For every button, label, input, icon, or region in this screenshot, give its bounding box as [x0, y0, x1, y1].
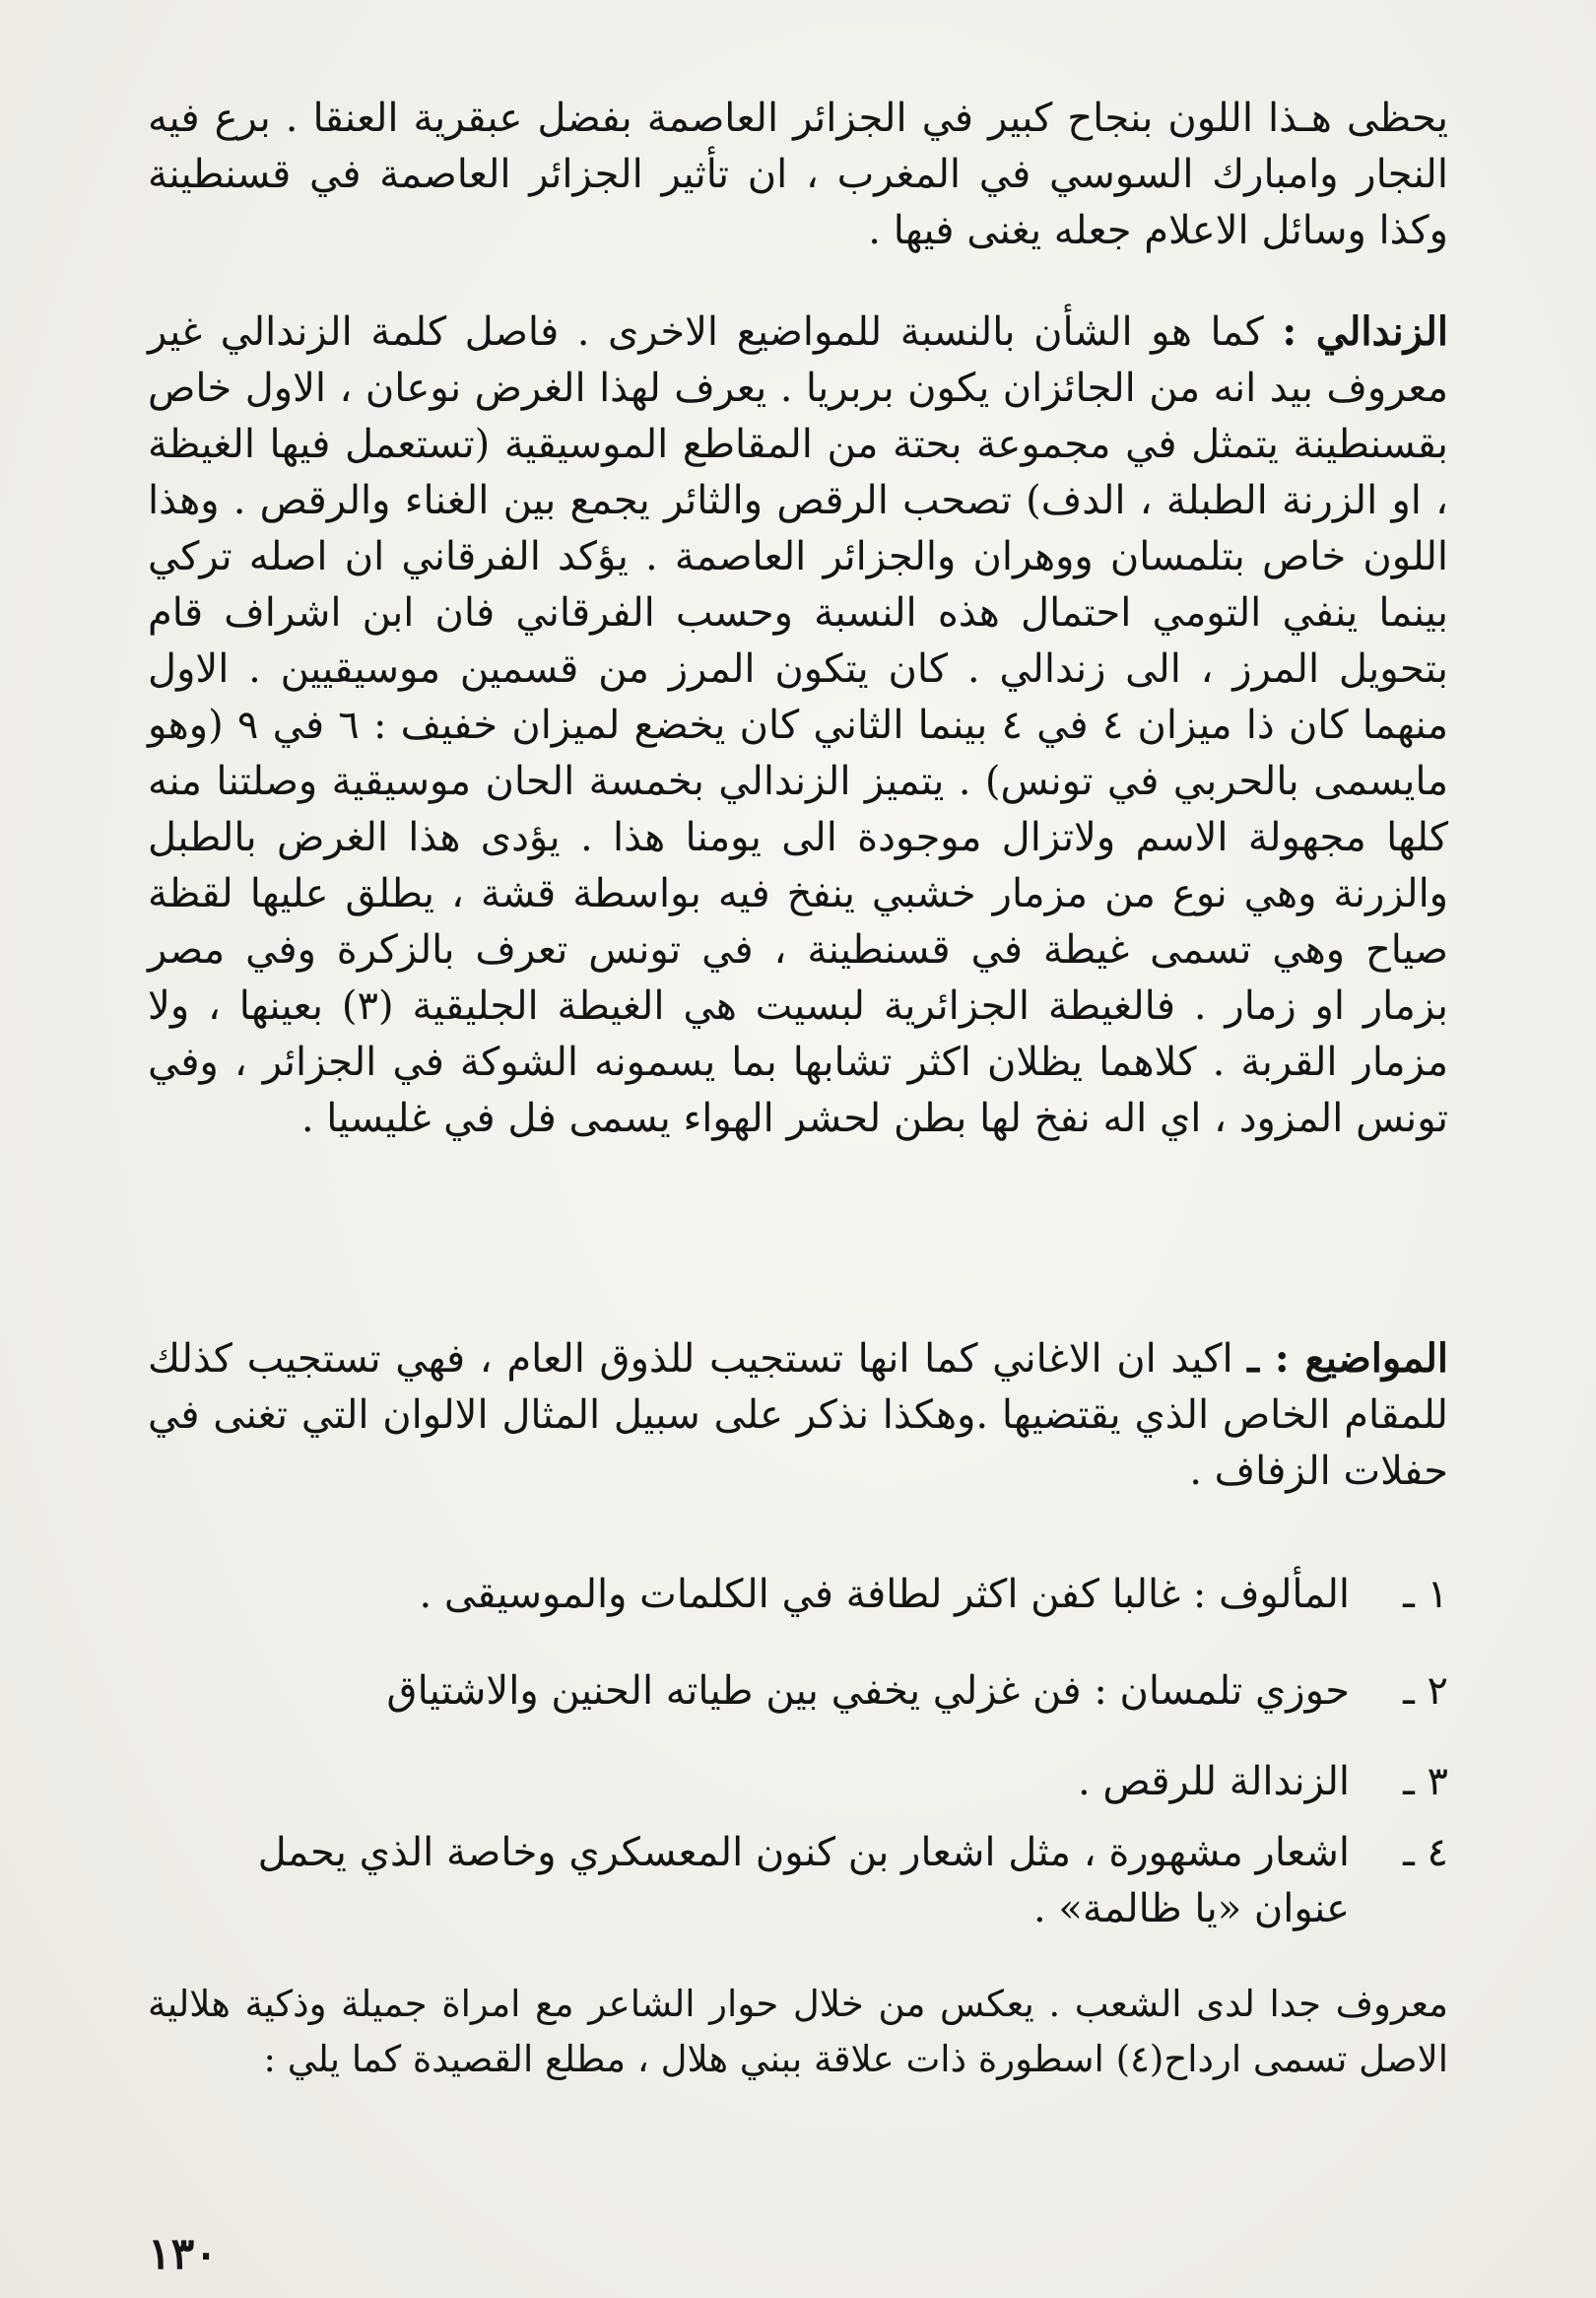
closing-paragraph: [148, 1977, 1448, 2087]
intro-text: يحظى هـذا اللون بنجاح كبير في الجزائر العاصمة بفضل عبقرية العنقا . برع فيه النجار وامبارك السوسي في المغرب ، ان تأثير الجزائر العاصمة في قسنطينة وكذا وسائل الاعلام جعله يغنى فيها .: [148, 96, 1448, 253]
mawadi-body: اكيد ان الاغاني كما انها تستجيب للذوق العام ، فهي تستجيب كذلك للمقام الخاص الذي يقتضيها .وهكذا نذكر على سبيل المثال الالوان التي تغنى في حفلات الزفاف .: [148, 1336, 1448, 1494]
mawadi-paragraph: [148, 1330, 1448, 1500]
list-item: [217, 1663, 1448, 1720]
list-head: حوزي تلمسان :: [1094, 1668, 1350, 1714]
intro-paragraph: [148, 91, 1448, 259]
list-text: للرقص .: [1077, 1759, 1218, 1804]
list-item: [217, 1825, 1448, 1937]
list-text: فن غزلي يخفي بين طياته الحنين والاشتياق: [386, 1668, 1082, 1714]
list-head: الزندالة: [1229, 1759, 1350, 1804]
mawadi-heading: المواضيع : ـ: [1247, 1335, 1448, 1382]
list-number: ١ ـ: [1403, 1572, 1448, 1617]
closing-text: معروف جدا لدى الشعب . يعكس من خلال حوار الشاعر مع امراة جميلة وذكية هلالية الاصل تسمى ارداح(٤) اسطورة ذات علاقة ببني هلال ، مطلع القصيدة كما يلي :: [148, 1983, 1448, 2080]
list-head: المألوف :: [1192, 1572, 1350, 1617]
list-item: [217, 1754, 1448, 1810]
zendali-body: كما هو الشأن بالنسبة للمواضيع الاخرى . فاصل كلمة الزندالي غير معروف بيد انه من الجائزان يكون بربريا . يعرف لهذا الغرض نوعان ، الاول خاص بقسنطينة يتمثل في مجموعة بحتة من المقاطع الموسيقية (تستعمل فيها الغيظة ، او الزرنة الطبلة ، الدف) تصحب الرقص والثائر يجمع بين الغناء والرقص . وهذا اللون خاص بتلمسان ووهران والجزائر العاصمة . يؤكد الفرقاني ان اصله تركي بينما ينفي التومي احتمال هذه النسبة وحسب الفرقاني فان ابن اشراف قام بتحويل المرز ، الى زندالي . كان يتكون المرز من قسمين موسيقيين . الاول منهما كان ذا ميزان ٤ في ٤ بينما الثاني كان يخضع لميزان خفيف : ٦ في ٩ (وهو مايسمى بالحربي في تونس) . يتميز الزندالي بخمسة الحان موسيقية وصلتنا منه كلها مجهولة الاسم ولاتزال موجودة الى يومنا هذا . يؤدى هذا الغرض بالطبل والزرنة وهي نوع من مزمار خشبي ينفخ فيه بواسطة قشة ، يطلق عليها لقظة صياح وهي تسمى غيطة في قسنطينة ، في تونس تعرف بالزكرة وفي مصر بزمار او زمار . فالغيطة الجزائرية لبسيت هي الغيطة الجليقية (٣) بعينها ، ولا مزمار القربة . كلاهما يظلان اكثر تشابها بما يسمونه الشوكة في الجزائر ، وفي تونس المزود ، اي اله نفخ لها بطن لحشر الهواء يسمى فل في غليسيا .: [148, 309, 1449, 1141]
list-number: ٤ ـ: [1403, 1830, 1448, 1875]
list-number: ٢ ـ: [1403, 1668, 1448, 1714]
list-text: غالبا كفن اكثر لطافة في الكلمات والموسيقى .: [419, 1572, 1181, 1617]
zendali-heading: الزندالي :: [1282, 308, 1449, 355]
zendali-paragraph: [148, 304, 1448, 1147]
zendali-text: [148, 304, 1448, 1147]
list-number: ٣ ـ: [1403, 1759, 1448, 1804]
page-number: ١٣٠: [148, 2229, 218, 2279]
mawadi-text: [148, 1330, 1448, 1500]
list-text: مثل اشعار بن كنون المعسكري وخاصة الذي يحمل عنوان «يا ظالمة» .: [257, 1830, 1350, 1931]
list-head: اشعار مشهورة ،: [1083, 1830, 1350, 1875]
list-item: [217, 1567, 1448, 1623]
